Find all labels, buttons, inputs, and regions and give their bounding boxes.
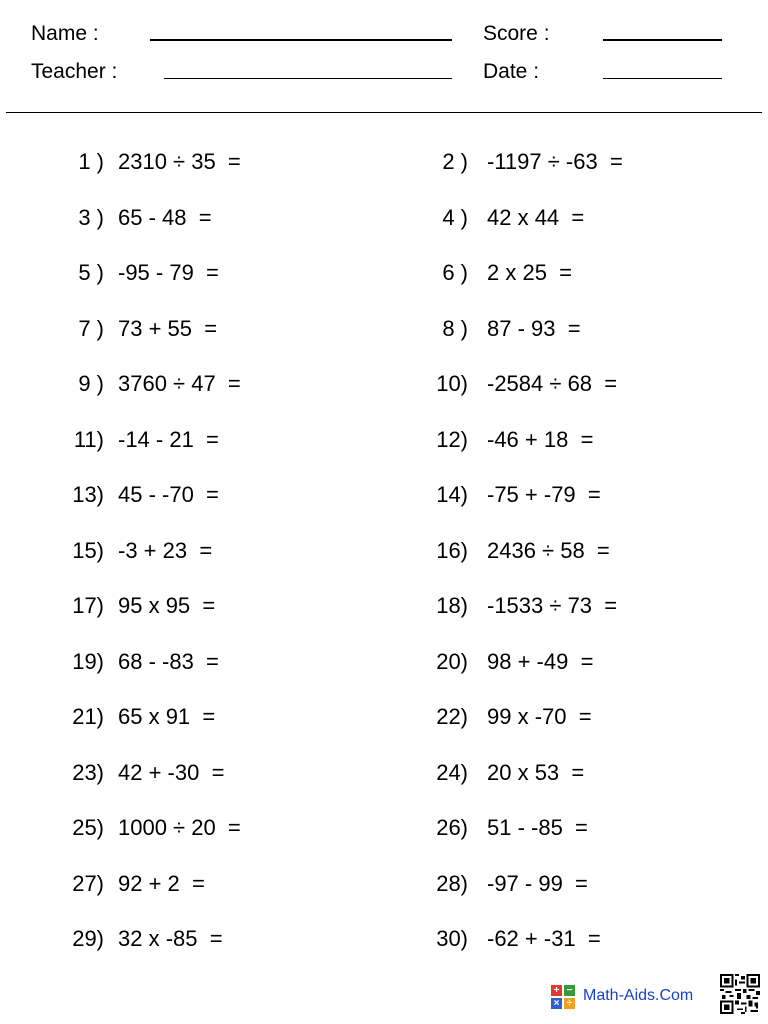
qr-code-icon	[720, 974, 760, 1014]
problem-expression: 32 x -85 =	[118, 926, 223, 951]
problem-expression: 87 - 93 =	[487, 315, 581, 341]
math-aids-logo-icon	[551, 985, 575, 1009]
problem-number: 27)	[72, 870, 104, 896]
problem-item	[0, 314, 368, 370]
problem-number: 2 )	[442, 149, 468, 174]
problem-item	[0, 369, 368, 425]
problem-item	[368, 869, 768, 925]
problem-item	[0, 702, 368, 758]
problem-number: 21)	[72, 704, 104, 729]
header-divider	[6, 112, 762, 113]
problem-item	[0, 258, 368, 314]
problem-expression: 2436 ÷ 58 =	[487, 537, 610, 563]
problem-expression: 2310 ÷ 35 =	[118, 149, 241, 174]
problem-expression: 51 - -85 =	[487, 815, 588, 840]
problem-item	[0, 425, 368, 481]
problem-expression: 20 x 53 =	[487, 759, 585, 785]
logo-divide: ÷	[564, 998, 575, 1009]
problem-number: 14)	[436, 482, 468, 507]
problem-expression: -1533 ÷ 73 =	[487, 593, 618, 618]
problem-number: 26)	[436, 815, 468, 840]
problem-expression: 68 - -83 =	[118, 648, 219, 674]
problem-expression: 45 - -70 =	[118, 482, 219, 507]
problem-expression: -2584 ÷ 68 =	[487, 371, 618, 396]
name-label: Name :	[31, 22, 99, 45]
brand-link[interactable]: Math-Aids.Com	[583, 987, 694, 1004]
date-line[interactable]	[603, 78, 722, 79]
problem-number: 28)	[436, 870, 468, 896]
problem-item	[0, 203, 368, 259]
problem-number: 17)	[72, 593, 104, 618]
teacher-label: Teacher :	[31, 60, 118, 83]
score-label: Score :	[483, 22, 550, 45]
problem-expression: 42 x 44 =	[487, 204, 585, 230]
problem-item	[368, 425, 768, 481]
problem-number: 20)	[436, 648, 468, 674]
problem-number: 13)	[72, 482, 104, 507]
problem-expression: -62 + -31 =	[487, 926, 601, 951]
problem-number: 18)	[436, 593, 468, 618]
problem-item	[0, 480, 368, 536]
problem-number: 3 )	[78, 204, 104, 230]
problem-number: 24)	[436, 759, 468, 785]
problem-number: 9 )	[78, 371, 104, 396]
problem-item	[368, 813, 768, 869]
problem-expression: 99 x -70 =	[487, 704, 592, 729]
logo-plus: +	[551, 985, 562, 996]
problem-expression: 65 x 91 =	[118, 704, 216, 729]
name-line[interactable]	[150, 39, 452, 41]
problem-expression: -95 - 79 =	[118, 260, 219, 285]
problem-item	[368, 591, 768, 647]
problem-item	[368, 147, 768, 203]
problem-item	[0, 647, 368, 703]
problem-number: 19)	[72, 648, 104, 674]
problem-number: 16)	[436, 537, 468, 563]
problem-expression: 3760 ÷ 47 =	[118, 371, 241, 396]
problem-item	[368, 924, 768, 980]
problem-item	[0, 536, 368, 592]
problem-item	[368, 258, 768, 314]
problem-item	[368, 536, 768, 592]
problem-item	[0, 869, 368, 925]
problem-number: 5 )	[78, 260, 104, 285]
problem-expression: 65 - 48 =	[118, 204, 212, 230]
problem-number: 29)	[72, 926, 104, 951]
problem-item	[368, 647, 768, 703]
problem-number: 23)	[72, 759, 104, 785]
problem-number: 11)	[73, 426, 104, 452]
problem-number: 30)	[436, 926, 468, 951]
problem-item	[0, 924, 368, 980]
problem-number: 7 )	[78, 315, 104, 341]
problem-item	[0, 591, 368, 647]
problem-item	[0, 813, 368, 869]
problem-item	[368, 480, 768, 536]
date-label: Date :	[483, 60, 540, 83]
problem-number: 15)	[72, 537, 104, 563]
problem-expression: -14 - 21 =	[118, 426, 219, 452]
problem-item	[368, 369, 768, 425]
problem-expression: 1000 ÷ 20 =	[118, 815, 241, 840]
problem-expression: 2 x 25 =	[487, 260, 573, 285]
problem-item	[0, 147, 368, 203]
problem-item	[0, 758, 368, 814]
problem-expression: 95 x 95 =	[118, 593, 216, 618]
problem-number: 6 )	[442, 260, 468, 285]
logo-times: ×	[551, 998, 562, 1009]
score-line[interactable]	[603, 39, 722, 41]
problem-expression: -46 + 18 =	[487, 426, 594, 452]
problem-number: 8 )	[442, 315, 468, 341]
problem-item	[368, 203, 768, 259]
teacher-line[interactable]	[164, 78, 452, 79]
problem-expression: -75 + -79 =	[487, 482, 601, 507]
problem-item	[368, 314, 768, 370]
problem-number: 4 )	[442, 204, 468, 230]
problem-number: 1 )	[78, 149, 104, 174]
problem-expression: -97 - 99 =	[487, 870, 588, 896]
problem-expression: 73 + 55 =	[118, 315, 218, 341]
problem-item	[368, 758, 768, 814]
problem-list	[0, 147, 768, 980]
problem-number: 10)	[436, 371, 468, 396]
logo-minus: −	[564, 985, 575, 996]
problem-number: 22)	[436, 704, 468, 729]
problem-item	[368, 702, 768, 758]
problem-expression: 42 + -30 =	[118, 759, 225, 785]
problem-number: 12)	[436, 426, 468, 452]
problem-expression: -3 + 23 =	[118, 537, 213, 563]
problem-expression: 92 + 2 =	[118, 870, 205, 896]
problem-expression: 98 + -49 =	[487, 648, 594, 674]
problem-expression: -1197 ÷ -63 =	[487, 149, 623, 174]
problem-number: 25)	[72, 815, 104, 840]
